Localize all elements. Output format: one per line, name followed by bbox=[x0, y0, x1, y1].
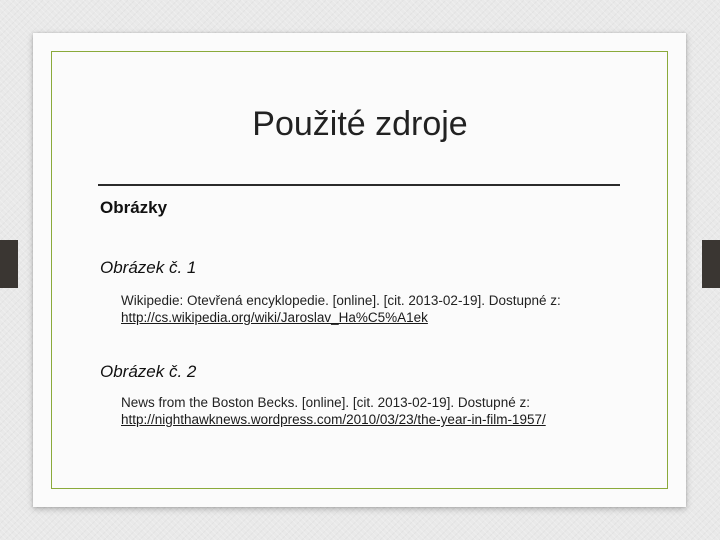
entry-heading-2: Obrázek č. 2 bbox=[100, 362, 197, 381]
entry-citation-1: Wikipedie: Otevřená encyklopedie. [online]. [cit. 2013-02-19]. Dostupné z: bbox=[121, 293, 561, 308]
section-heading: Obrázky bbox=[100, 198, 168, 217]
entry-text-2 bbox=[121, 394, 621, 428]
slide-title: Použité zdroje bbox=[252, 105, 468, 143]
entry-heading-1: Obrázek č. 1 bbox=[100, 258, 197, 277]
entry-link-2[interactable]: http://nighthawknews.wordpress.com/2010/03/23/the-year-in-film-1957/ bbox=[121, 412, 546, 427]
title-divider bbox=[98, 184, 620, 186]
entry-citation-2: News from the Boston Becks. [online]. [cit. 2013-02-19]. Dostupné z: bbox=[121, 395, 530, 410]
right-side-tab bbox=[702, 240, 720, 288]
entry-link-1[interactable]: http://cs.wikipedia.org/wiki/Jaroslav_Ha%C5%A1ek bbox=[121, 310, 428, 325]
entry-text-1 bbox=[121, 292, 621, 326]
left-side-tab bbox=[0, 240, 18, 288]
